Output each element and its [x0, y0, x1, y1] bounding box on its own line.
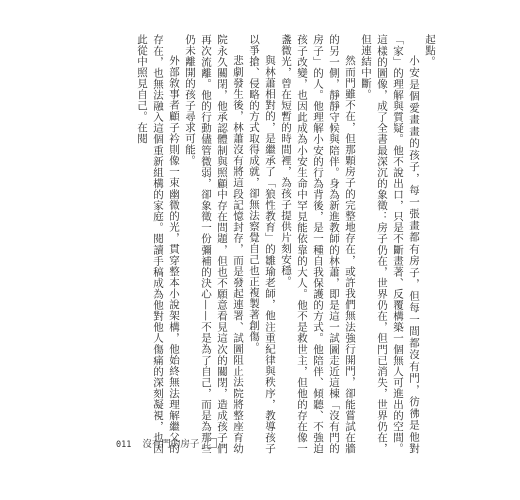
- body-text: [100, 34, 438, 454]
- ornament-icon: [207, 438, 217, 448]
- paragraph: 與林蕭相對的，是繼承了「狼性教育」的雛瑜老師，他注重紀律與秩序，教導孩子以爭搶、侵略的方式取得成就，卻無法察覺自己也正複製著創傷。: [248, 34, 276, 454]
- paragraph: 悲劇發生後，林蕭沒有將這段記憶封存，而是發起連署、試圖阻止法院將整座育幼院永久關閉，他承認體制與照顧中存在問題，但也不願意看見這次的關閉，造成孩子們再次流離。他的行動儘管微弱，卻象徵一份彌補的決心——不是為了自己，而是為那些仍未離開的孩子尋求可能。: [184, 34, 244, 454]
- paragraph: 小安是個愛畫畫的孩子，每一張畫都有房子，但每一間都沒有門，彷彿是他對「家」的理解與質疑。他不說出口，只是不斷畫著、反覆構築一個無人可進出的空間。這樣的圖像，成了全書最深沉的象徵：房子仍在，世界仍在，但門已消失，世界仍在，但連結中斷。: [360, 34, 420, 454]
- paragraph: 起點。: [424, 34, 436, 67]
- paragraph: 外部敘事者顧子衿則像一束幽微的光，貫穿整本小說架構，他始終無法理解繼父的存在，也無法融入這個重新組構的家庭。閱讀手稿成為他對他人傷痛的深刻凝視，也因此從中照見自己。在閱: [136, 34, 180, 454]
- page-number: 011: [116, 440, 132, 450]
- paragraph: 然而門雖不在，但那顆房子的完整地存在，或許我們無法強行開門，卻能嘗試在牆的另一側，靜靜守候與陪伴。身為新進教師的林蕭，即是這一試圖走近這棟「沒有門的房子」的人。他理解小安的行為背後，是一種自我保護的方式。他陪伴、傾聽、不強迫孩子改變，也因此成為小安生命中罕見能依靠的大人。他不是救世主，但他的存在像一盞微光，曾在短暫的時間裡，為孩子提供片刻安穩。: [280, 34, 356, 454]
- page-footer: [116, 436, 217, 450]
- running-title: 沒有門的房子: [142, 439, 200, 450]
